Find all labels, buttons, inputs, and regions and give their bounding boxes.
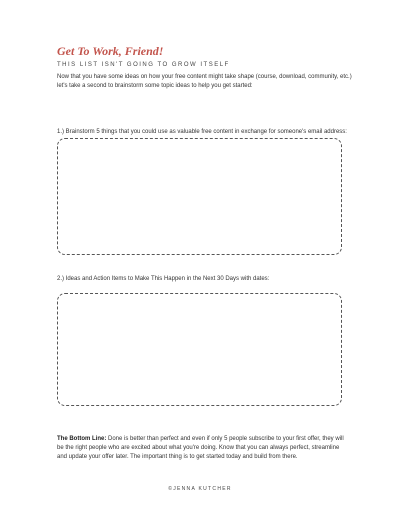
prompt-free-content: 1.) Brainstorm 5 things that you could use as valuable free content in exchange for someone's email address: bbox=[57, 129, 347, 135]
bottom-line-text: Done is better than perfect and even if only 5 people subscribe to your first offer, they will be the right people who are excited about what you're doing. Know that you can always perfect, streamline and update your offer later. The important thing is to get started today and build from there. bbox=[57, 436, 344, 460]
action-items-answer-box[interactable] bbox=[57, 293, 342, 406]
intro-paragraph: Now that you have some ideas on how your free content might take shape (course, download, community, etc.) let's take a second to brainstorm some topic ideas to help you get started: bbox=[57, 74, 352, 89]
prompt-action-items: 2.) Ideas and Action Items to Make This Happen in the Next 30 Days with dates: bbox=[57, 276, 270, 282]
bottom-line-label: The Bottom Line: bbox=[57, 436, 107, 442]
bottom-line-paragraph bbox=[57, 435, 347, 462]
copyright-footer: ©JENNA KUTCHER bbox=[168, 486, 232, 492]
page-subtitle: THIS LIST ISN'T GOING TO GROW ITSELF bbox=[57, 62, 230, 68]
page-title: Get To Work, Friend! bbox=[57, 44, 164, 58]
free-content-answer-box[interactable] bbox=[57, 138, 342, 255]
